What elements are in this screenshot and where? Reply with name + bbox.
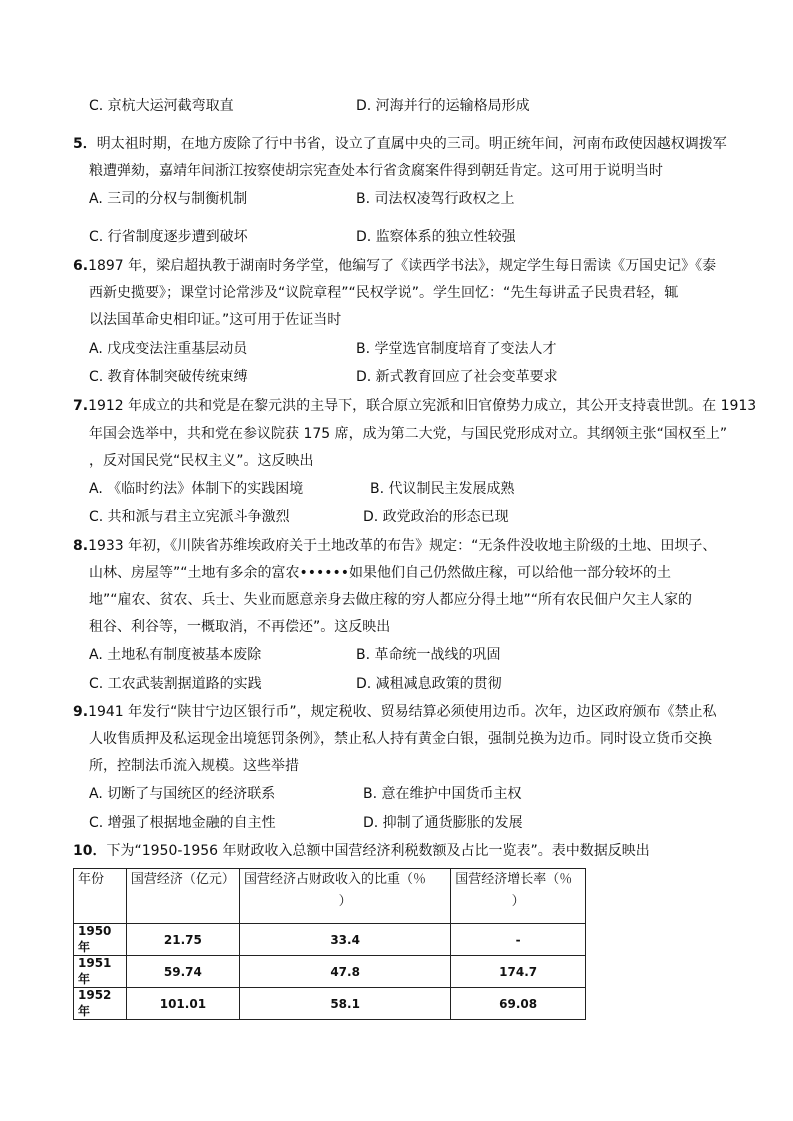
table-row: 1950 年 21.75 33.4 -: [74, 924, 586, 956]
q9-stem-line-1: 9.1941 年发行“陕甘宁边区银行币”，规定税收、贸易结算必须使用边币。次年，边区政府颁布《禁止私: [73, 704, 717, 720]
q9-option-b: B. 意在维护中国货币主权: [363, 786, 522, 802]
q8-stem-line-4: 租谷、利谷等，一概取消，不再偿还”。这反映出: [89, 619, 391, 635]
q8-option-a: A. 土地私有制度被基本废除: [89, 647, 262, 663]
q8-option-c: C. 工农武装割据道路的实践: [89, 676, 262, 692]
q7-number: 7.: [73, 398, 89, 414]
q6-option-c: C. 教育体制突破传统束缚: [89, 369, 248, 385]
q6-stem-line-1: 6.1897 年，梁启超执教于湖南时务学堂，他编写了《读西学书法》，规定学生每日需读《万国史记》《泰: [73, 258, 717, 274]
q5-stem-line-2: 粮遭弹劾，嘉靖年间浙江按察使胡宗宪查处本行省贪腐案件得到朝廷肯定。这可用于说明当时: [89, 163, 663, 179]
q8-option-d: D. 减租减息政策的贯彻: [356, 676, 502, 692]
q6-option-b: B. 学堂选官制度培育了变法人才: [356, 341, 557, 357]
q8-option-b: B. 革命统一战线的巩固: [356, 647, 501, 663]
q6-option-d: D. 新式教育回应了社会变革要求: [356, 369, 558, 385]
q5-option-c: C. 行省制度逐步遭到破坏: [89, 229, 248, 245]
q6-stem-line-2: 西新史揽要》；课堂讨论常涉及“议院章程”“民权学说”。学生回忆：“先生每讲孟子民贵君轻，辄: [89, 285, 679, 301]
q7-option-d: D. 政党政治的形态已现: [363, 509, 509, 525]
q9-option-a: A. 切断了与国统区的经济联系: [89, 786, 276, 802]
header-share: 国营经济占财政收入的比重（％ ）: [239, 869, 450, 924]
q7-option-a: A. 《临时约法》体制下的实践困境: [89, 481, 304, 497]
q7-stem-line-1: 7.1912 年成立的共和党是在黎元洪的主导下，联合原立宪派和旧官僚势力成立，其公开支持袁世凯。在 1913: [73, 398, 757, 414]
q9-stem-line-2: 人收售质押及私运现金出境惩罚条例》，禁止私人持有黄金白银，强制兑换为边币。同时设立货币交换: [89, 731, 712, 747]
q5-option-d: D. 监察体系的独立性较强: [356, 229, 516, 245]
q7-option-c: C. 共和派与君主立宪派斗争激烈: [89, 509, 290, 525]
header-growth: 国营经济增长率（％ ）: [451, 869, 586, 924]
q8-number: 8.: [73, 538, 89, 554]
q5-number: 5．: [73, 136, 97, 152]
revenue-table: [73, 868, 586, 1020]
q6-option-a: A. 戊戌变法注重基层动员: [89, 341, 248, 357]
q5-stem-line-1: 5．明太祖时期，在地方废除了行中书省，设立了直属中央的三司。明正统年间，河南布政使因越权调拨军: [73, 136, 727, 152]
q8-stem-line-1: 8.1933 年初，《川陕省苏维埃政府关于土地改革的布告》规定：“无条件没收地主阶级的土地、田坝子、: [73, 538, 717, 554]
q8-stem-line-2: 山林、房屋等”“土地有多余的富农••••••如果他们自己仍然做庄稼，可以给他一部分较坏的土: [89, 565, 672, 581]
q4-option-c: C. 京杭大运河截弯取直: [89, 98, 234, 114]
q9-option-d: D. 抑制了通货膨胀的发展: [363, 815, 523, 831]
q7-option-b: B. 代议制民主发展成熟: [370, 481, 515, 497]
table-row: 1951 年 59.74 47.8 174.7: [74, 956, 586, 988]
q6-stem-line-3: 以法国革命史相印证。”这可用于佐证当时: [89, 312, 342, 328]
q5-option-b: B. 司法权凌驾行政权之上: [356, 191, 515, 207]
q7-stem-line-3: ，反对国民党“民权主义”。这反映出: [89, 453, 314, 469]
table-header-row: [74, 869, 586, 924]
q4-option-d: D. 河海并行的运输格局形成: [356, 98, 530, 114]
header-state-economy: 国营经济（亿元）: [126, 869, 239, 924]
q6-number: 6.: [73, 258, 89, 274]
q9-stem-line-3: 所，控制法币流入规模。这些举措: [89, 758, 299, 774]
q8-stem-line-3: 地”“雇农、贫农、兵士、失业而愿意亲身去做庄稼的穷人都应分得土地”“所有农民佃户欠主人家的: [89, 592, 693, 608]
q10-number: 10．: [73, 843, 107, 859]
table-row: 1952 年 101.01 58.1 69.08: [74, 988, 586, 1020]
header-year: 年份: [74, 869, 127, 924]
q5-option-a: A. 三司的分权与制衡机制: [89, 191, 248, 207]
q9-number: 9.: [73, 704, 89, 720]
q7-stem-line-2: 年国会选举中，共和党在参议院获 175 席，成为第二大党，与国民党形成对立。其纲领主张“国权至上”: [89, 426, 728, 442]
q10-stem: 10．下为“1950-1956 年财政收入总额中国营经济利税数额及占比一览表”。表中数据反映出: [73, 843, 650, 859]
q9-option-c: C. 增强了根据地金融的自主性: [89, 815, 276, 831]
